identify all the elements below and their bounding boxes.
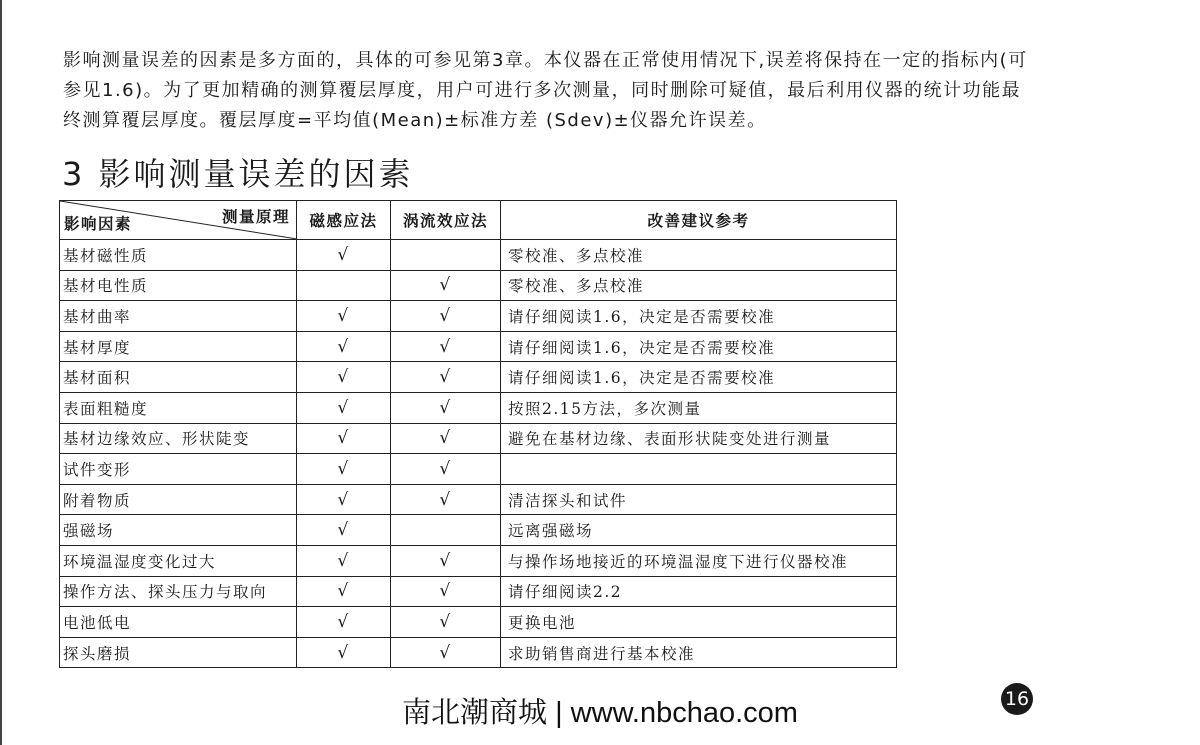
factor-cell: 基材曲率 xyxy=(60,301,297,332)
magnetic-check-cell: √ xyxy=(297,392,391,423)
intro-line: 终测算覆层厚度。覆层厚度=平均值(Mean)±标准方差 (Sdev)±仪器允许误差。 xyxy=(63,110,767,131)
eddy-check-cell: √ xyxy=(391,576,501,607)
magnetic-check-cell: √ xyxy=(297,484,391,515)
footer-watermark: 南北潮商城 | www.nbchao.com xyxy=(402,697,798,729)
eddy-check-cell: √ xyxy=(391,607,501,638)
magnetic-check-cell: √ xyxy=(297,362,391,393)
factor-cell: 附着物质 xyxy=(60,484,297,515)
factor-cell: 基材厚度 xyxy=(60,331,297,362)
magnetic-check-cell: √ xyxy=(297,240,391,271)
suggestion-cell: 请仔细阅读2.2 xyxy=(501,576,897,607)
suggestion-cell xyxy=(501,454,897,485)
eddy-check-cell: √ xyxy=(391,637,501,668)
eddy-check-cell: √ xyxy=(391,423,501,454)
table-row xyxy=(60,301,897,332)
factor-cell: 环境温湿度变化过大 xyxy=(60,545,297,576)
eddy-check-cell: √ xyxy=(391,362,501,393)
header-eddy: 涡流效应法 xyxy=(391,201,501,240)
suggestion-cell: 清洁探头和试件 xyxy=(501,484,897,515)
factor-cell: 电池低电 xyxy=(60,607,297,638)
magnetic-check-cell: √ xyxy=(297,301,391,332)
table-row xyxy=(60,484,897,515)
eddy-check-cell xyxy=(391,515,501,546)
magnetic-check-cell xyxy=(297,270,391,301)
factor-cell: 试件变形 xyxy=(60,454,297,485)
table-row xyxy=(60,240,897,271)
suggestion-cell: 零校准、多点校准 xyxy=(501,270,897,301)
table-row xyxy=(60,331,897,362)
suggestion-cell: 零校准、多点校准 xyxy=(501,240,897,271)
header-principle-label: 测量原理 xyxy=(221,207,290,226)
magnetic-check-cell: √ xyxy=(297,607,391,638)
factor-cell: 基材面积 xyxy=(60,362,297,393)
table-header-row xyxy=(60,201,897,240)
page-left-edge xyxy=(0,0,2,745)
table-row xyxy=(60,270,897,301)
eddy-check-cell: √ xyxy=(391,392,501,423)
intro-line: 影响测量误差的因素是多方面的，具体的可参见第3章。本仪器在正常使用情况下,误差将保持在一定的指标内(可 xyxy=(63,50,1028,71)
suggestion-cell: 请仔细阅读1.6，决定是否需要校准 xyxy=(501,331,897,362)
diagonal-header-cell xyxy=(60,201,297,240)
magnetic-check-cell: √ xyxy=(297,454,391,485)
suggestion-cell: 远离强磁场 xyxy=(501,515,897,546)
magnetic-check-cell: √ xyxy=(297,576,391,607)
header-magnetic: 磁感应法 xyxy=(297,201,391,240)
table-row xyxy=(60,515,897,546)
intro-line: 参见1.6)。为了更加精确的测算覆层厚度，用户可进行多次测量，同时删除可疑值，最后利用仪器的统计功能最 xyxy=(63,80,1022,101)
header-suggestion: 改善建议参考 xyxy=(501,201,897,240)
factor-cell: 表面粗糙度 xyxy=(60,392,297,423)
magnetic-check-cell: √ xyxy=(297,423,391,454)
page-number-badge: 16 xyxy=(1001,683,1033,715)
suggestion-cell: 与操作场地接近的环境温湿度下进行仪器校准 xyxy=(501,545,897,576)
eddy-check-cell: √ xyxy=(391,331,501,362)
magnetic-check-cell: √ xyxy=(297,331,391,362)
intro-paragraph xyxy=(63,46,1153,136)
table-row xyxy=(60,607,897,638)
suggestion-cell: 请仔细阅读1.6，决定是否需要校准 xyxy=(501,362,897,393)
magnetic-check-cell: √ xyxy=(297,515,391,546)
table-row xyxy=(60,545,897,576)
eddy-check-cell: √ xyxy=(391,270,501,301)
table-row xyxy=(60,423,897,454)
magnetic-check-cell: √ xyxy=(297,637,391,668)
eddy-check-cell: √ xyxy=(391,454,501,485)
factor-cell: 基材磁性质 xyxy=(60,240,297,271)
suggestion-cell: 更换电池 xyxy=(501,607,897,638)
table-row xyxy=(60,362,897,393)
error-factors-table xyxy=(59,200,897,668)
eddy-check-cell: √ xyxy=(391,301,501,332)
factor-cell: 基材电性质 xyxy=(60,270,297,301)
section-title: 3 影响测量误差的因素 xyxy=(62,155,414,193)
table-row xyxy=(60,637,897,668)
eddy-check-cell: √ xyxy=(391,484,501,515)
suggestion-cell: 请仔细阅读1.6，决定是否需要校准 xyxy=(501,301,897,332)
table-row xyxy=(60,576,897,607)
suggestion-cell: 按照2.15方法，多次测量 xyxy=(501,392,897,423)
factor-cell: 探头磨损 xyxy=(60,637,297,668)
magnetic-check-cell: √ xyxy=(297,545,391,576)
factor-cell: 基材边缘效应、形状陡变 xyxy=(60,423,297,454)
suggestion-cell: 避免在基材边缘、表面形状陡变处进行测量 xyxy=(501,423,897,454)
header-factor-label: 影响因素 xyxy=(64,214,133,233)
table-row xyxy=(60,392,897,423)
table-row xyxy=(60,454,897,485)
factor-cell: 操作方法、探头压力与取向 xyxy=(60,576,297,607)
suggestion-cell: 求助销售商进行基本校准 xyxy=(501,637,897,668)
factor-cell: 强磁场 xyxy=(60,515,297,546)
eddy-check-cell xyxy=(391,240,501,271)
eddy-check-cell: √ xyxy=(391,545,501,576)
